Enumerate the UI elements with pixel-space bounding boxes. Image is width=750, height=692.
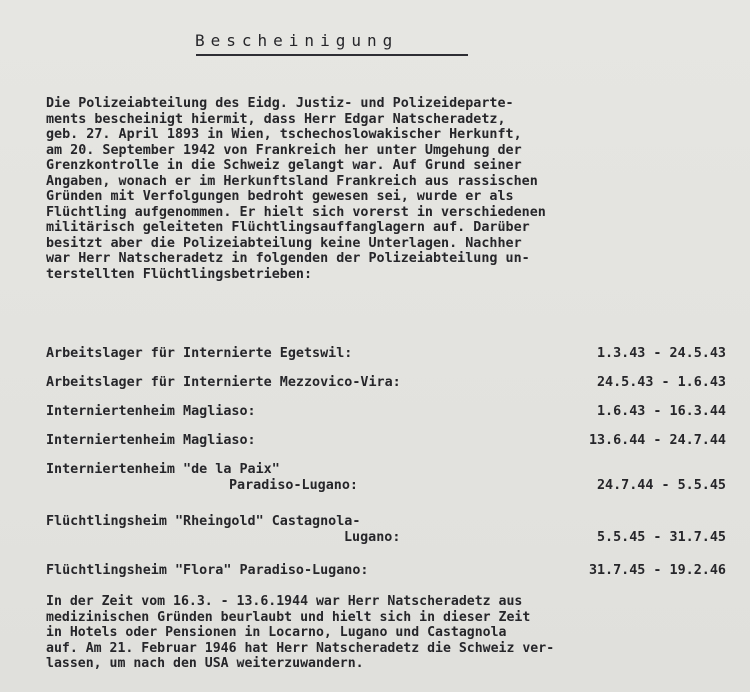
closing-line: lassen, um nach den USA weiterzuwandern.: [46, 656, 364, 671]
camp-name: Flüchtlingsheim "Flora" Paradiso-Lugano:: [46, 563, 369, 578]
camp-entry: [46, 514, 726, 546]
intro-line: am 20. September 1942 von Frankreich her unter Umgehung der: [46, 142, 522, 158]
intro-line: militärisch geleiteten Flüchtlingsauffanglagern auf. Darüber: [46, 220, 530, 235]
camp-name: Interniertenheim Magliaso:: [46, 433, 256, 448]
camp-dates: 24.7.44 - 5.5.45: [597, 478, 726, 493]
camp-dates: 5.5.45 - 31.7.45: [597, 530, 726, 545]
camp-name: Arbeitslager für Internierte Egetswil:: [46, 346, 353, 361]
intro-line: terstellten Flüchtlingsbetrieben:: [46, 266, 313, 282]
camp-location: Paradiso-Lugano:: [229, 478, 358, 493]
closing-line: In der Zeit vom 16.3. - 13.6.1944 war Herr Natscheradetz aus: [46, 594, 523, 609]
intro-line: Flüchtling aufgenommen. Er hielt sich vorerst in verschiedenen: [46, 204, 546, 220]
intro-line: ments bescheinigt hiermit, dass Herr Edgar Natscheradetz,: [46, 111, 506, 127]
camp-dates: 31.7.45 - 19.2.46: [588, 563, 726, 578]
camp-entry: [46, 462, 726, 494]
intro-paragraph: [46, 96, 746, 282]
intro-line: war Herr Natscheradetz in folgenden der Polizeiabteilung un-: [46, 251, 530, 266]
intro-line: Grenzkontrolle in die Schweiz gelangt war. Auf Grund seiner: [46, 158, 522, 173]
intro-line: Angaben, wonach er im Herkunftsland Frankreich aus rassischen: [46, 173, 538, 189]
camp-location: Lugano:: [344, 530, 401, 545]
camp-name: Interniertenheim Magliaso:: [46, 404, 256, 419]
camp-name: Flüchtlingsheim "Rheingold" Castagnola-: [46, 514, 361, 529]
closing-paragraph: [46, 594, 746, 672]
intro-line: Die Polizeiabteilung des Eidg. Justiz- und Polizeideparte-: [46, 96, 514, 111]
camp-dates: 24.5.43 - 1.6.43: [597, 375, 726, 390]
camp-name: Interniertenheim "de la Paix": [46, 462, 280, 477]
intro-line: Gründen mit Verfolgungen bedroht gewesen sei, wurde er als: [46, 189, 514, 204]
document-title: Bescheinigung: [195, 31, 399, 50]
title-underline: [196, 54, 468, 56]
closing-line: in Hotels oder Pensionen in Locarno, Lugano und Castagnola: [46, 625, 507, 640]
closing-line: auf. Am 21. Februar 1946 hat Herr Natscheradetz die Schweiz ver-: [46, 640, 555, 656]
camp-name: Arbeitslager für Internierte Mezzovico-Vira:: [46, 375, 401, 390]
closing-line: medizinischen Gründen beurlaubt und hielt sich in dieser Zeit: [46, 609, 531, 625]
intro-line: besitzt aber die Polizeiabteilung keine Unterlagen. Nachher: [46, 235, 522, 251]
camp-dates: 1.3.43 - 24.5.43: [597, 346, 726, 361]
camp-dates: 1.6.43 - 16.3.44: [597, 404, 726, 419]
intro-line: geb. 27. April 1893 in Wien, tschechoslowakischer Herkunft,: [46, 127, 522, 142]
camp-dates: 13.6.44 - 24.7.44: [588, 433, 726, 448]
